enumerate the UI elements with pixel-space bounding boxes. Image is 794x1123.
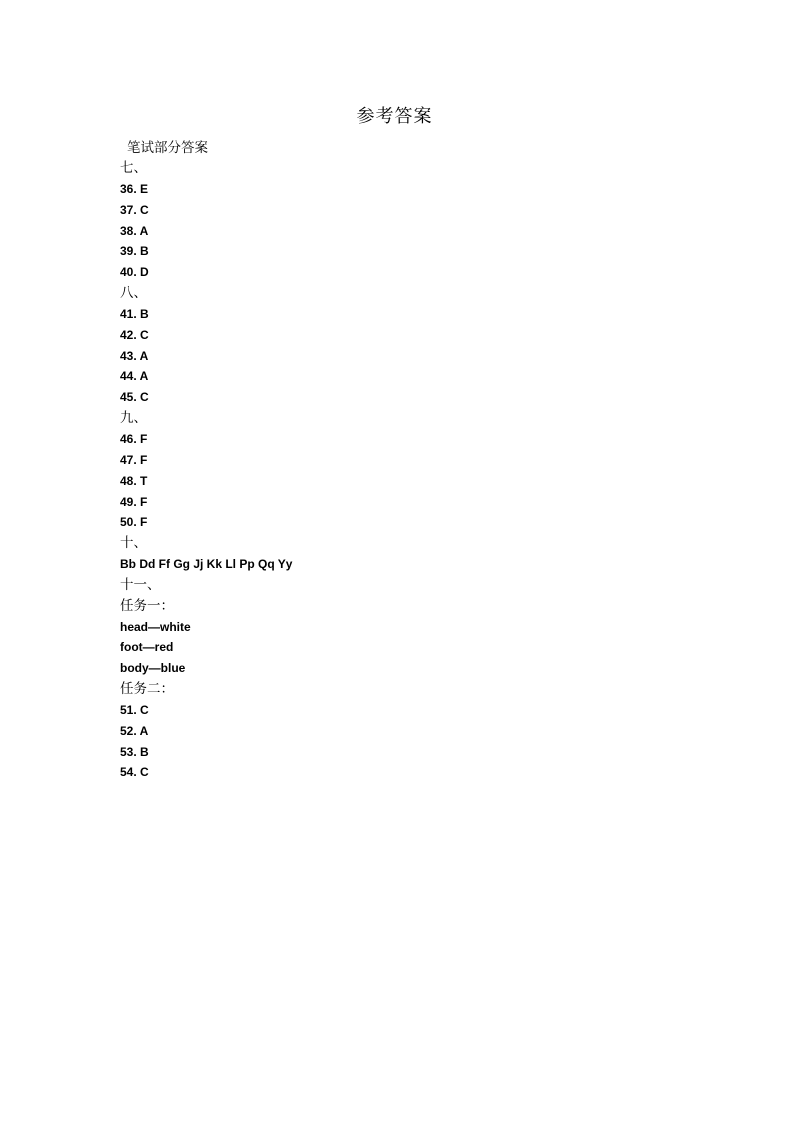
- answer-line: 47. F: [120, 452, 148, 467]
- answer-line: 36. E: [120, 181, 149, 196]
- answer-line: body—blue: [120, 661, 186, 676]
- section-heading: 任务二：: [120, 681, 174, 698]
- section-heading: 八、: [120, 285, 147, 302]
- answer-line: 40. D: [120, 265, 149, 280]
- page-title: 参考答案: [356, 106, 433, 127]
- answer-line: head—white: [120, 619, 191, 634]
- answer-line: 50. F: [120, 515, 148, 530]
- answer-line: 42. C: [120, 327, 149, 342]
- answer-line: 51. C: [120, 702, 149, 717]
- answer-line: 54. C: [120, 765, 149, 780]
- answer-line: 44. A: [120, 369, 149, 384]
- answer-line: 38. A: [120, 223, 149, 238]
- answer-line: 48. T: [120, 473, 148, 488]
- answer-line: foot—red: [120, 640, 174, 655]
- answer-line: 43. A: [120, 348, 149, 363]
- section-heading: 任务一：: [120, 597, 174, 614]
- answer-list: [120, 158, 292, 783]
- answer-line: 45. C: [120, 390, 149, 405]
- answer-line: 49. F: [120, 494, 148, 509]
- answer-line: Bb Dd Ff Gg Jj Kk Ll Pp Qq Yy: [120, 557, 293, 572]
- answer-line: 37. C: [120, 202, 149, 217]
- answer-line: 52. A: [120, 723, 149, 738]
- section-heading: 十、: [120, 535, 147, 552]
- answer-line: 53. B: [120, 744, 149, 759]
- answer-line: 41. B: [120, 306, 149, 321]
- section-heading: 十一、: [120, 576, 161, 593]
- answer-line: 39. B: [120, 244, 149, 259]
- answer-line: 46. F: [120, 431, 148, 446]
- section-heading: 七、: [120, 160, 147, 176]
- section-heading: 九、: [120, 410, 147, 427]
- section-subtitle: 笔试部分答案: [127, 140, 208, 156]
